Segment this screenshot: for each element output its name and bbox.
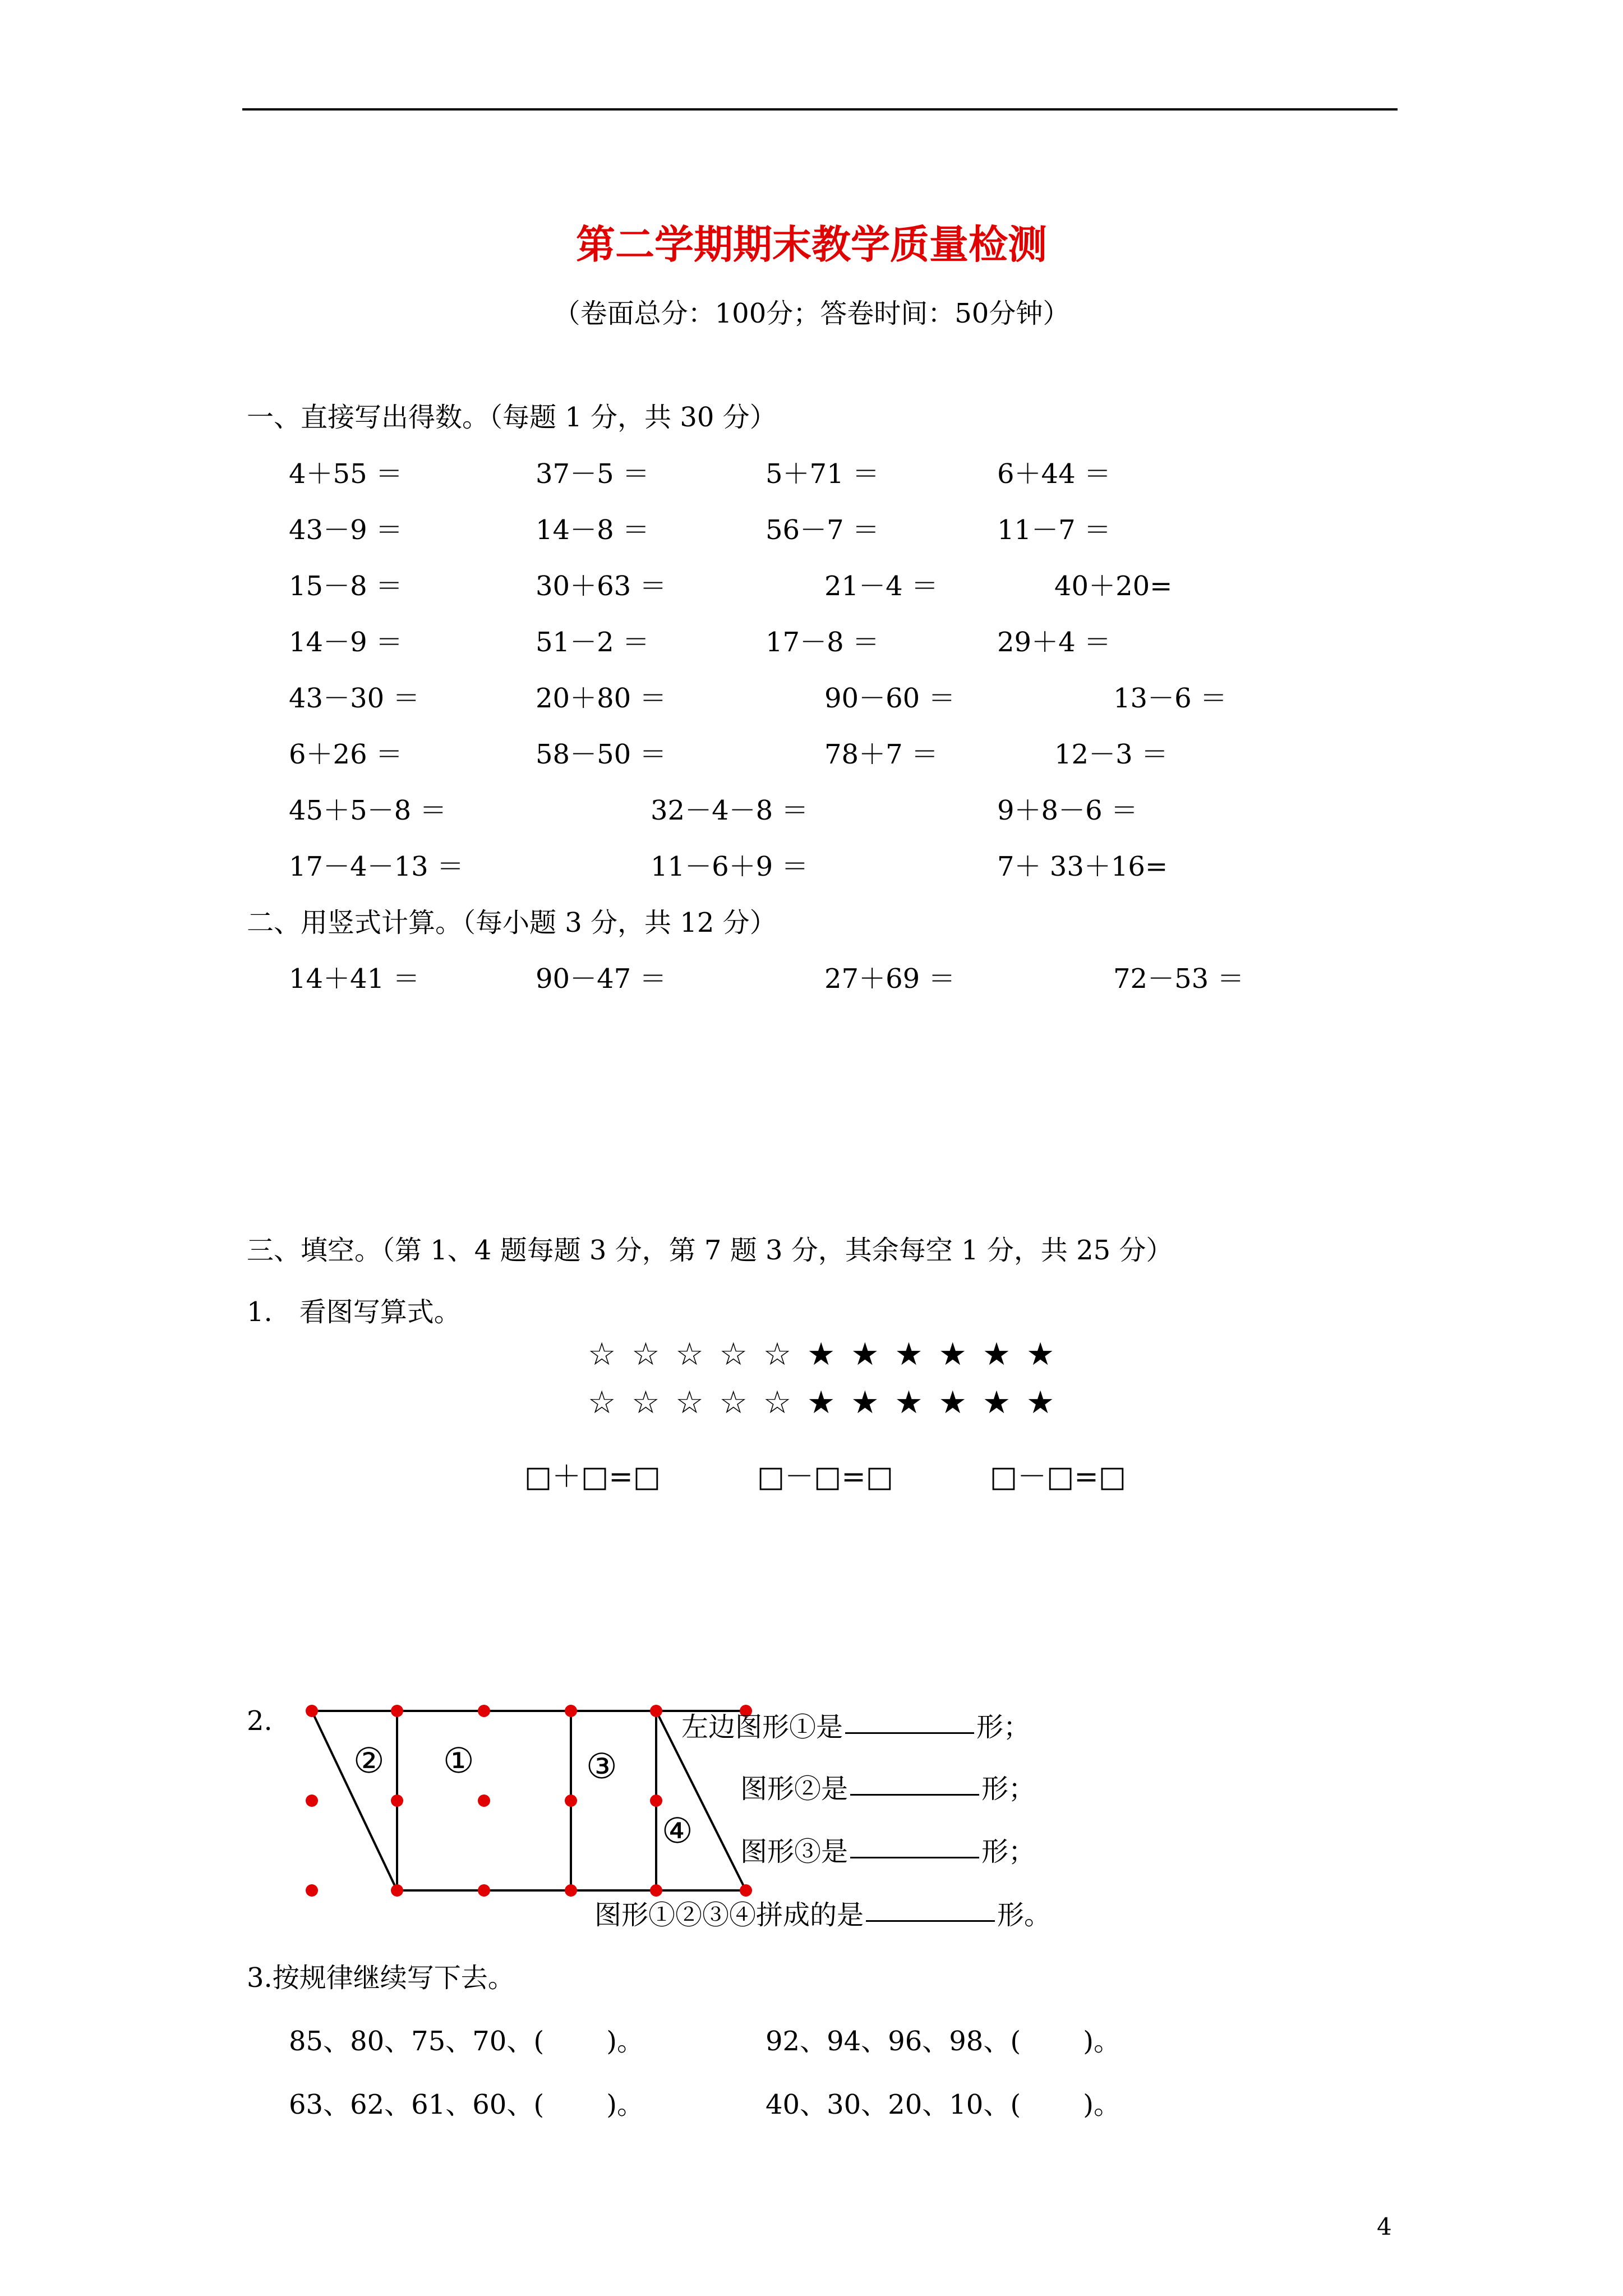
vertical-calc-item: 27＋69 ＝ [824,963,956,995]
star-row: ☆☆☆☆☆★★★★★★ [588,1384,1071,1421]
calc-item: 11－6＋9 ＝ [651,851,809,882]
q2-line4-text: 图形①②③④拼成的是 [594,1899,864,1931]
vertical-calc-item: 72－53 ＝ [1113,963,1244,995]
calc-item: 58－50 ＝ [536,739,667,770]
shape-label-1: ① [443,1740,474,1781]
vertical-calc-item: 90－47 ＝ [536,963,667,995]
q2-label: 2. [247,1705,273,1737]
page-number: 4 [1377,2213,1392,2240]
top-rule [242,108,1398,111]
q2-suffix: 形； [981,1773,1036,1805]
calc-item: 90－60 ＝ [824,683,956,714]
calc-item: 12－3 ＝ [1054,739,1168,770]
equation-box-sub: □－□=□ [990,1460,1126,1494]
calc-item: 20＋80 ＝ [536,683,667,714]
calc-item: 17－4－13 ＝ [289,851,464,882]
q2-line1-text: 左边图形①是 [681,1711,843,1743]
vertical-calc-item: 14＋41 ＝ [289,963,420,995]
calc-item: 32－4－8 ＝ [651,795,809,826]
calc-item: 40＋20= [1054,570,1173,602]
calc-item: 14－8 ＝ [536,514,649,546]
calc-item: 29＋4 ＝ [997,627,1111,658]
sequence-item: 40、30、20、10、( )。 [766,2089,1121,2120]
calc-item: 45＋5－8 ＝ [289,795,447,826]
sequence-item: 85、80、75、70、( )。 [289,2026,644,2057]
sequence-item: 92、94、96、98、( )。 [766,2026,1121,2057]
section3-heading: 三、填空。（第 1、4 题每题 3 分，第 7 题 3 分，其余每空 1 分，共 25 分） [247,1235,1173,1266]
shape-label-2: ② [353,1740,385,1781]
page-subtitle: （卷面总分：100分；答卷时间：50分钟） [553,298,1070,329]
calc-item: 51－2 ＝ [536,627,649,658]
calc-item: 11－7 ＝ [997,514,1111,546]
q2-line1 [681,1705,1030,1744]
answer-blank[interactable] [845,1727,974,1734]
answer-blank[interactable] [850,1788,979,1796]
equation-box-sub: □－□=□ [757,1460,893,1494]
q2-line3 [740,1830,1035,1869]
q3-label: 3.按规律继续写下去。 [247,1962,515,1994]
shape-label-3: ③ [586,1746,617,1787]
calc-item: 15－8 ＝ [289,570,403,602]
calc-item: 30＋63 ＝ [536,570,667,602]
equation-box-add: □＋□=□ [524,1460,661,1494]
section1-heading: 一、直接写出得数。（每题 1 分，共 30 分） [247,402,777,433]
calc-item: 6＋26 ＝ [289,739,403,770]
star-row: ☆☆☆☆☆★★★★★★ [588,1336,1071,1373]
q2-line4 [594,1893,1051,1932]
section2-heading: 二、用竖式计算。（每小题 3 分，共 12 分） [247,907,777,938]
calc-item: 7＋ 33＋16= [997,851,1168,882]
sequence-item: 63、62、61、60、( )。 [289,2089,644,2120]
answer-blank[interactable] [850,1851,979,1858]
calc-item: 14－9 ＝ [289,627,403,658]
q2-suffix: 形； [976,1711,1031,1743]
calc-item: 17－8 ＝ [766,627,879,658]
q2-line2 [740,1767,1035,1806]
q2-suffix: 形； [981,1836,1036,1867]
q1-label: 1. 看图写算式。 [247,1296,461,1328]
calc-item: 9＋8－6 ＝ [997,795,1138,826]
calc-item: 6＋44 ＝ [997,458,1111,490]
shape-label-4: ④ [662,1810,693,1851]
q2-line2-text: 图形②是 [740,1773,849,1805]
calc-item: 78＋7 ＝ [824,739,938,770]
calc-item: 4＋55 ＝ [289,458,403,490]
calc-item: 43－9 ＝ [289,514,403,546]
calc-item: 37－5 ＝ [536,458,649,490]
calc-item: 13－6 ＝ [1113,683,1227,714]
page-title: 第二学期期末教学质量检测 [576,222,1047,268]
calc-item: 5＋71 ＝ [766,458,879,490]
calc-item: 21－4 ＝ [824,570,938,602]
answer-blank[interactable] [866,1915,995,1922]
calc-item: 56－7 ＝ [766,514,879,546]
q2-suffix: 形。 [997,1899,1052,1931]
q2-line3-text: 图形③是 [740,1836,849,1867]
calc-item: 43－30 ＝ [289,683,420,714]
